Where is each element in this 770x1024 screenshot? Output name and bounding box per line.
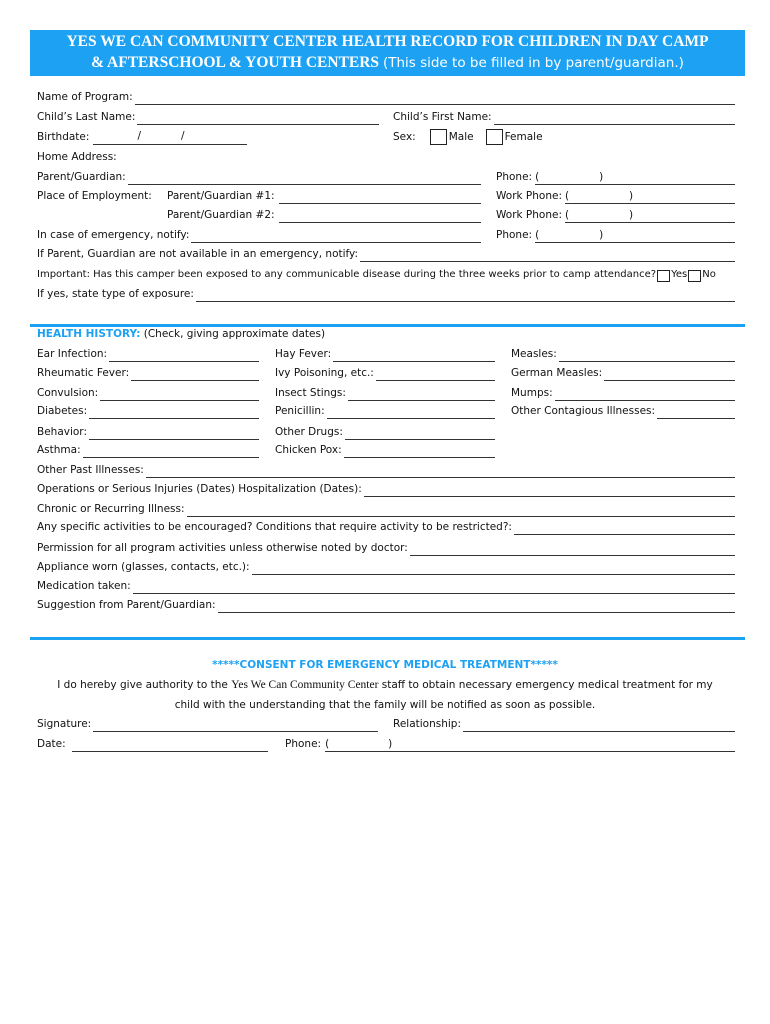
work-phone2-row [496,208,735,223]
section-divider-2 [30,637,745,640]
program-row [37,90,735,105]
health-col2-field[interactable] [333,350,495,362]
pg1-label: Parent/Guardian #1: [167,190,275,202]
emergency-row [37,228,481,243]
health-col2-row [275,443,495,458]
pg1-row [167,189,481,204]
health-row-field[interactable] [364,485,735,497]
consent-org-name: Yes We Can Community Center [231,679,379,691]
work-phone1-paren-close: ) [629,190,634,202]
health-col1-row [37,386,259,401]
health-col2-label: Hay Fever: [275,348,332,360]
emergency-phone-row [496,228,735,243]
health-col1-row [37,425,259,440]
health-row [37,520,735,535]
female-label: Female [504,131,543,143]
health-col1-row [37,347,259,362]
consent-phone-paren-open: ( [325,738,330,750]
emergency-phone-paren-close: ) [599,229,604,241]
form-title-line1: YES WE CAN COMMUNITY CENTER HEALTH RECORD FOR CHILDREN IN DAY CAMP [66,33,709,50]
health-col3-label: Mumps: [511,387,553,399]
health-col2-label: Other Drugs: [275,426,343,438]
health-col2-row [275,386,495,401]
health-row-field[interactable] [252,563,735,575]
health-row-label: Other Past Illnesses: [37,464,144,476]
work-phone2-paren-open: ( [565,209,570,221]
health-col3-label: German Measles: [511,367,603,379]
health-col3-row [511,347,735,362]
work-phone1-field[interactable] [565,192,735,204]
emergency-label: In case of emergency, notify: [37,229,190,241]
first-name-field[interactable] [494,113,735,125]
date-field[interactable] [72,740,268,752]
exposure-yes-checkbox[interactable] [657,270,670,282]
health-col1-row [37,443,259,458]
health-col3-field[interactable] [657,407,735,419]
health-col2-field[interactable] [345,428,495,440]
employment-label: Place of Employment: [37,190,152,202]
health-row-label: Operations or Serious Injuries (Dates) Hospitalization (Dates): [37,483,362,495]
sex-row [393,130,543,145]
birth-month-field[interactable] [93,133,137,145]
relationship-field[interactable] [463,720,735,732]
health-row-field[interactable] [146,466,735,478]
exposure-type-row [37,287,735,302]
phone-row [496,170,735,185]
emergency-phone-field[interactable] [535,231,735,243]
first-name-label: Child’s First Name: [393,111,492,123]
birthdate-label: Birthdate: [37,131,90,143]
emergency-phone-paren-open: ( [535,229,540,241]
health-row [37,560,735,575]
health-row [37,502,735,517]
consent-phone-field[interactable] [325,740,735,752]
exposure-yes-label: Yes [671,269,688,280]
male-label: Male [448,131,474,143]
health-col1-label: Convulsion: [37,387,99,399]
parent-field[interactable] [128,173,481,185]
relationship-label: Relationship: [393,718,461,730]
health-row-field[interactable] [133,582,735,594]
program-field[interactable] [135,93,735,105]
health-col2-row [275,366,495,381]
exposure-type-field[interactable] [196,290,735,302]
health-row [37,482,735,497]
health-col3-label: Measles: [511,348,557,360]
female-checkbox[interactable] [486,129,503,145]
phone-paren-close: ) [599,171,604,183]
parent-label: Parent/Guardian: [37,171,126,183]
health-row [37,598,735,613]
health-row-label: Suggestion from Parent/Guardian: [37,599,216,611]
sex-label: Sex: [393,131,416,143]
health-row-label: Any specific activities to be encouraged? Conditions that require activity to be restricted?: [37,521,512,533]
health-col1-field[interactable] [100,389,259,401]
work-phone1-label: Work Phone: [496,190,562,202]
birth-year-field[interactable] [185,133,247,145]
first-name-row [393,110,735,125]
health-col1-field[interactable] [89,428,259,440]
health-row-label: Medication taken: [37,580,131,592]
health-col1-label: Behavior: [37,426,87,438]
form-title-note: (This side to be filled in by parent/guardian.) [382,55,684,71]
health-col1-field[interactable] [109,350,259,362]
pg2-label: Parent/Guardian #2: [167,209,275,221]
home-address-label: Home Address: [37,151,117,163]
health-row-field[interactable] [514,523,735,535]
date-label: Date: [37,738,66,750]
last-name-field[interactable] [137,113,379,125]
exposure-no-label: No [702,269,716,280]
form-header [30,30,745,76]
health-col1-label: Rheumatic Fever: [37,367,130,379]
form-title-line2 [30,54,745,72]
signature-field[interactable] [93,720,378,732]
phone-paren-open: ( [535,171,540,183]
date-row [37,737,268,752]
health-col2-field[interactable] [376,369,495,381]
health-col3-field[interactable] [555,389,735,401]
last-name-label: Child’s Last Name: [37,111,136,123]
health-col3-label: Other Contagious Illnesses: [511,405,656,417]
alt-contact-row [37,247,735,262]
health-row-field[interactable] [218,601,735,613]
health-col3-field[interactable] [604,369,735,381]
consent-phone-row [285,737,735,752]
consent-line2: child with the understanding that the family will be notified as soon as possible. [174,699,596,711]
work-phone2-label: Work Phone: [496,209,562,221]
health-col2-row [275,347,495,362]
health-row [37,463,735,478]
health-col1-row [37,366,259,381]
health-col3-row [511,404,735,419]
health-row [37,541,735,556]
alt-contact-label: If Parent, Guardian are not available in an emergency, notify: [37,248,359,260]
signature-row [37,717,378,732]
male-checkbox[interactable] [430,129,447,145]
health-history-subtitle: (Check, giving approximate dates) [143,328,326,340]
health-col1-field[interactable] [89,407,259,419]
emergency-phone-label: Phone: [496,229,533,241]
birthdate-row [37,130,247,145]
health-col2-field[interactable] [344,446,495,458]
health-col1-label: Diabetes: [37,405,88,417]
exposure-type-label: If yes, state type of exposure: [37,288,194,300]
consent-title: *****CONSENT FOR EMERGENCY MEDICAL TREATMENT***** [212,659,558,671]
health-col3-field[interactable] [559,350,735,362]
consent-line1-a: I do hereby give authority to the [57,679,228,691]
exposure-no-checkbox[interactable] [688,270,701,282]
work-phone2-paren-close: ) [629,209,634,221]
consent-line1 [0,678,770,693]
health-col2-field[interactable] [348,389,495,401]
pg1-field[interactable] [279,192,481,204]
form-title-line2-text: & AFTERSCHOOL & YOUTH CENTERS [91,54,380,71]
work-phone2-field[interactable] [565,211,735,223]
pg2-row [167,208,481,223]
consent-line1-c: staff to obtain necessary emergency medical treatment for my [381,679,713,691]
health-row-label: Chronic or Recurring Illness: [37,503,185,515]
emergency-field[interactable] [191,231,481,243]
health-col1-label: Ear Infection: [37,348,108,360]
health-col1-label: Asthma: [37,444,81,456]
birthdate-slash1: / [137,129,141,145]
exposure-question-label: Important: Has this camper been exposed to any communicable disease during the three weeks prior to camp attendance? [37,269,657,280]
phone-field[interactable] [535,173,735,185]
health-history-heading [37,327,325,342]
health-col1-field[interactable] [83,446,259,458]
health-col2-label: Insect Stings: [275,387,346,399]
work-phone1-paren-open: ( [565,190,570,202]
health-col1-row [37,404,259,419]
consent-phone-label: Phone: [285,738,322,750]
pg2-field[interactable] [279,211,481,223]
health-row-field[interactable] [187,505,735,517]
health-col3-row [511,366,735,381]
alt-contact-field[interactable] [360,250,735,262]
health-col2-row [275,425,495,440]
health-row [37,579,735,594]
health-col2-label: Chicken Pox: [275,444,342,456]
health-row-label: Appliance worn (glasses, contacts, etc.): [37,561,250,573]
relationship-row [393,717,735,732]
last-name-row [37,110,379,125]
birthdate-slash2: / [181,129,185,145]
phone-label: Phone: [496,171,533,183]
signature-label: Signature: [37,718,92,730]
health-col1-field[interactable] [131,369,259,381]
parent-row [37,170,481,185]
health-col2-label: Penicillin: [275,405,325,417]
health-row-label: Permission for all program activities unless otherwise noted by doctor: [37,542,408,554]
health-col2-label: Ivy Poisoning, etc.: [275,367,374,379]
exposure-question-row [37,267,735,282]
program-label: Name of Program: [37,91,133,103]
consent-phone-paren-close: ) [388,738,393,750]
health-history-title: HEALTH HISTORY: [37,328,141,340]
health-col3-row [511,386,735,401]
health-col2-row [275,404,495,419]
health-col2-field[interactable] [327,407,495,419]
work-phone1-row [496,189,735,204]
health-row-field[interactable] [410,544,735,556]
birth-day-field[interactable] [141,133,181,145]
